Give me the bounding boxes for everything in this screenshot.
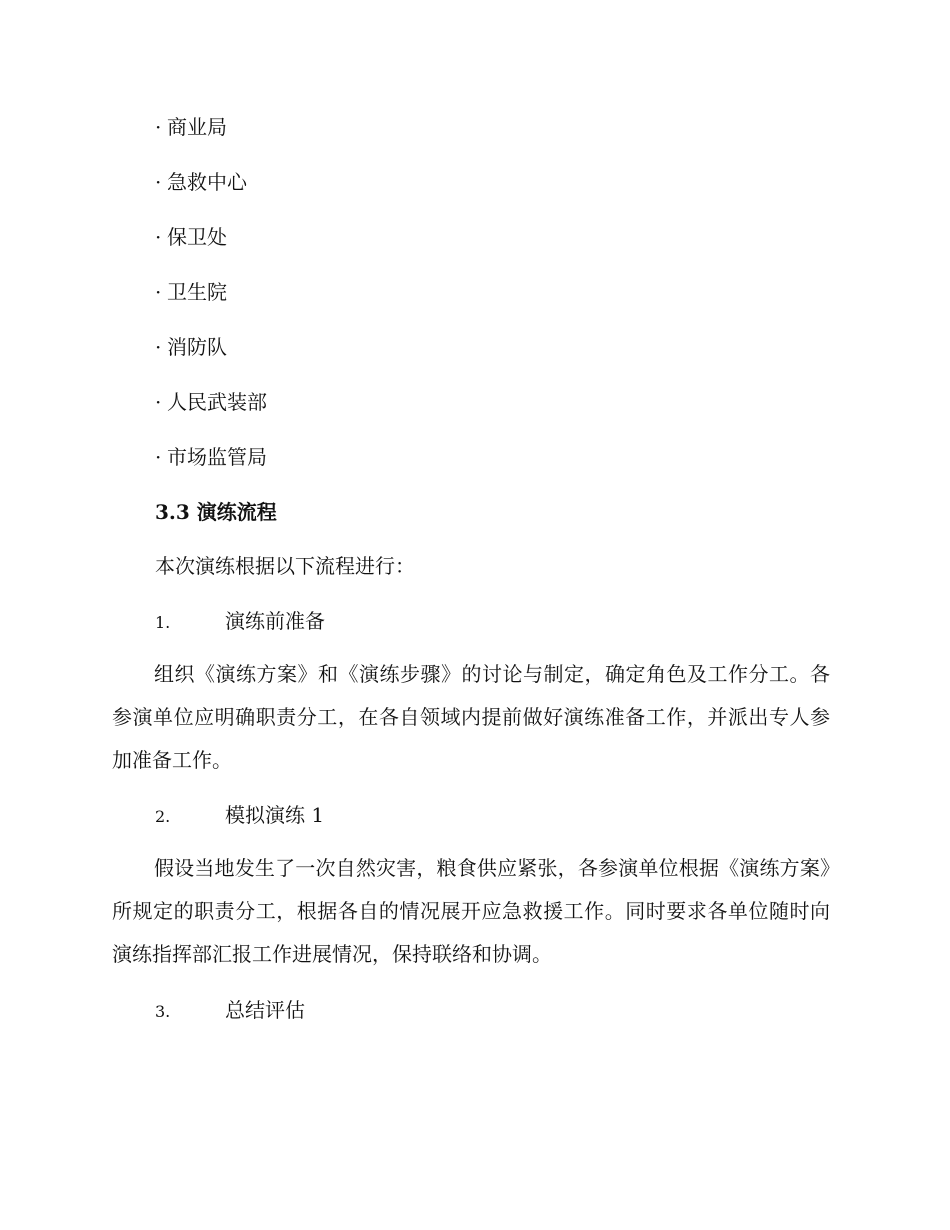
step-number: 2. xyxy=(155,807,171,826)
section-intro: 本次演练根据以下流程进行： xyxy=(155,554,415,578)
bullet-marker: · xyxy=(155,390,162,414)
step-1-heading xyxy=(155,607,325,637)
bullet-text: 保卫处 xyxy=(167,225,227,249)
bullet-text: 卫生院 xyxy=(167,280,227,304)
bullet-item-commerce-bureau xyxy=(155,113,227,141)
step-title: 模拟演练 1 xyxy=(225,803,325,827)
bullet-marker: · xyxy=(155,170,162,194)
bullet-marker: · xyxy=(155,335,162,359)
bullet-marker: · xyxy=(155,445,162,469)
bullet-marker: · xyxy=(155,115,162,139)
step-number: 1. xyxy=(155,613,171,632)
bullet-text: 急救中心 xyxy=(167,170,247,194)
step-3-heading xyxy=(155,996,305,1026)
bullet-item-market-supervision xyxy=(155,443,267,471)
bullet-text: 商业局 xyxy=(167,115,227,139)
step-title: 总结评估 xyxy=(225,998,305,1022)
step-2-heading xyxy=(155,801,324,831)
step-number: 3. xyxy=(155,1002,171,1021)
bullet-text: 人民武装部 xyxy=(167,390,267,414)
bullet-item-emergency-center xyxy=(155,168,247,196)
bullet-text: 市场监管局 xyxy=(167,445,267,469)
bullet-marker: · xyxy=(155,225,162,249)
step-title: 演练前准备 xyxy=(225,609,325,633)
step-1-body: 组织《演练方案》和《演练步骤》的讨论与制定，确定角色及工作分工。各参演单位应明确职责分工，在各自领域内提前做好演练准备工作，并派出专人参加准备工作。 xyxy=(112,662,830,772)
section-heading: 3.3 演练流程 xyxy=(155,500,277,524)
bullet-item-armed-forces-dept xyxy=(155,388,267,416)
step-2-body: 假设当地发生了一次自然灾害，粮食供应紧张，各参演单位根据《演练方案》所规定的职责分工，根据各自的情况展开应急救援工作。同时要求各单位随时向演练指挥部汇报工作进展情况，保持联络和协调。 xyxy=(112,856,830,966)
bullet-item-fire-brigade xyxy=(155,333,227,361)
bullet-item-health-center xyxy=(155,278,227,306)
bullet-text: 消防队 xyxy=(167,335,227,359)
bullet-item-security-office xyxy=(155,223,227,251)
bullet-marker: · xyxy=(155,280,162,304)
